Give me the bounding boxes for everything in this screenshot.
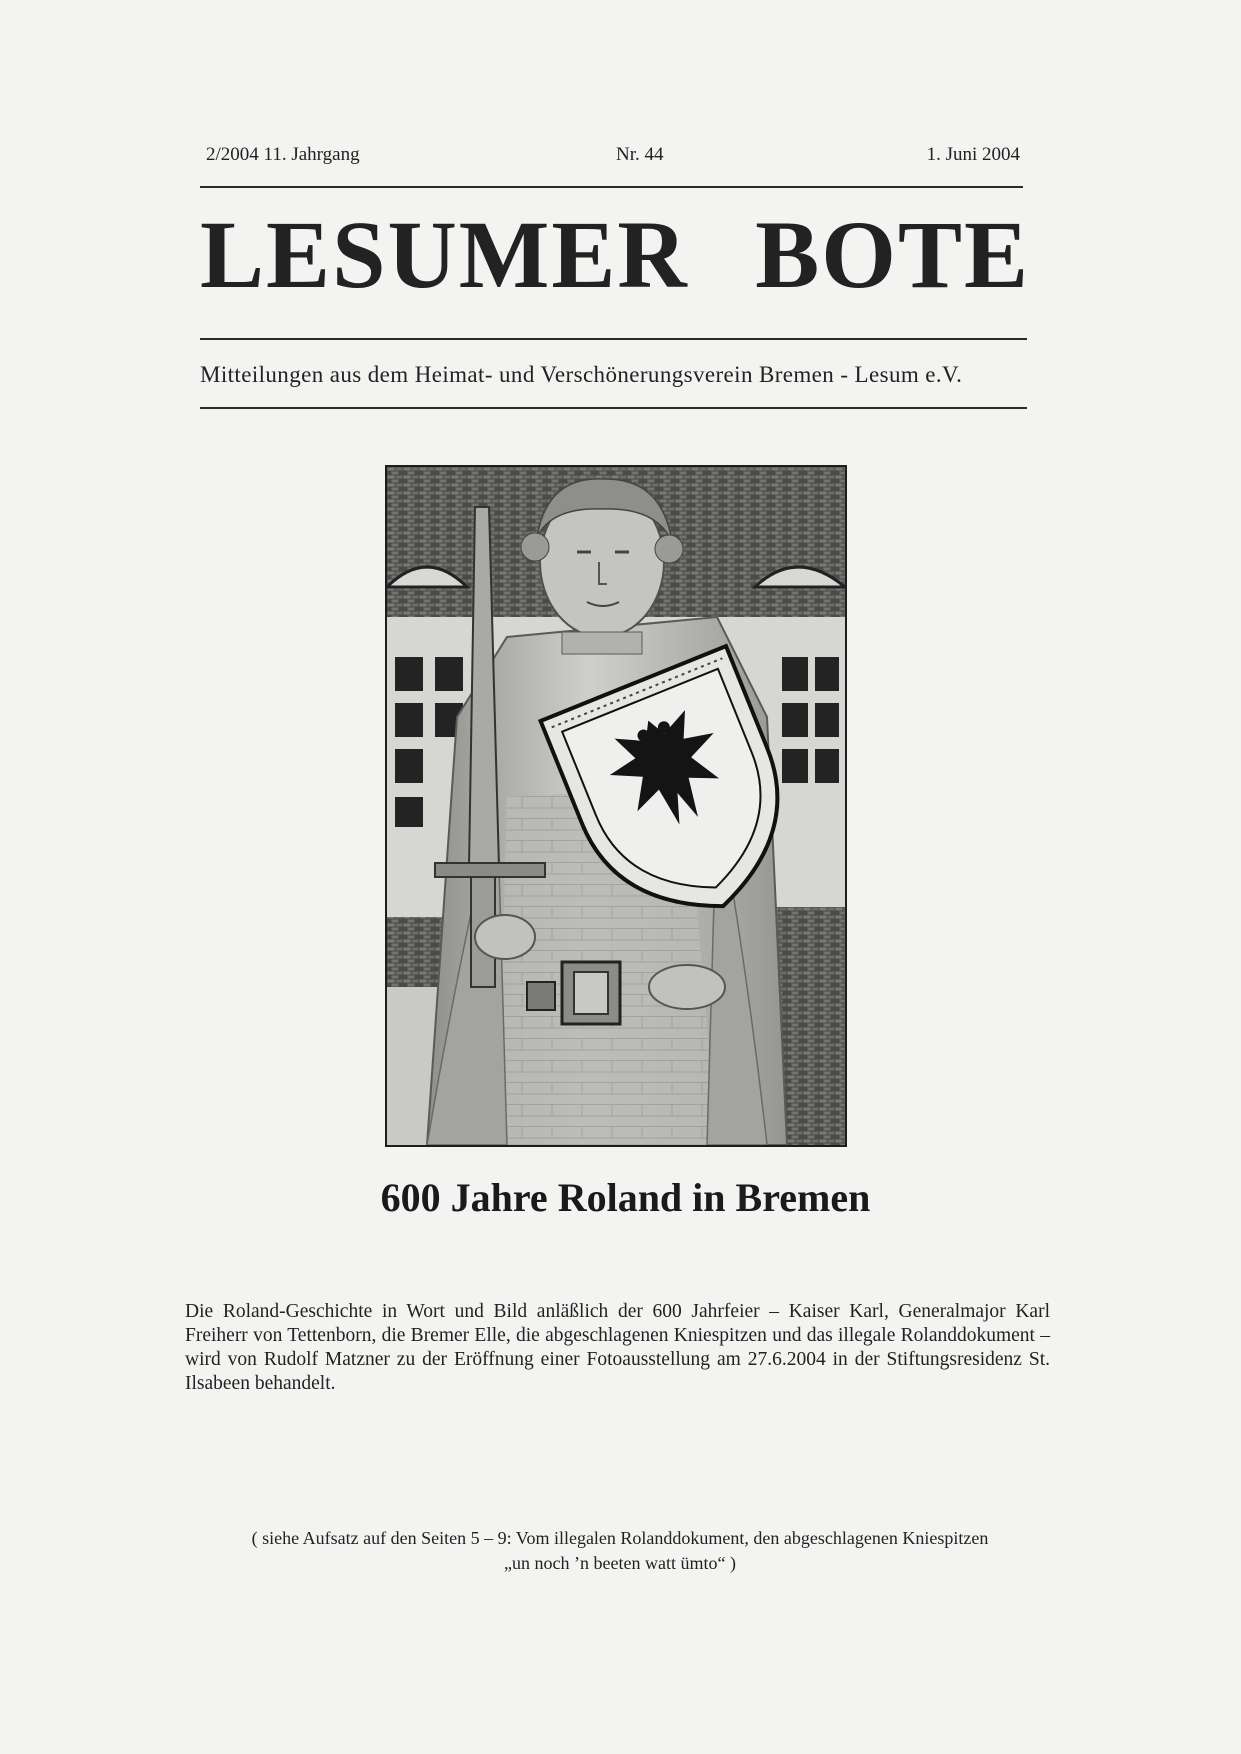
roland-statue-photo (385, 465, 847, 1147)
masthead-word-1: LESUMER (200, 201, 689, 308)
issue-number: Nr. 44 (616, 144, 664, 165)
issue-date: 1. Juni 2004 (926, 144, 1020, 165)
cover-headline: 600 Jahre Roland in Bremen (380, 1175, 871, 1220)
note-line-2: „un noch ’n beeten watt ümto“ ) (504, 1553, 736, 1573)
issue-volume: 2/2004 11. Jahrgang (206, 144, 360, 165)
masthead-word-2: BOTE (755, 201, 1030, 308)
issue-info-row (206, 144, 1020, 172)
note-line-1: ( siehe Aufsatz auf den Seiten 5 – 9: Vom illegalen Rolanddokument, den abgeschlagenen Kniespitzen (251, 1528, 989, 1548)
article-reference-note (150, 1526, 1090, 1576)
subtitle-bottom-rule (200, 407, 1027, 409)
association-subtitle: Mitteilungen aus dem Heimat- und Verschönerungsverein Bremen - Lesum e.V. (200, 362, 963, 387)
masthead-bottom-rule (200, 338, 1027, 340)
intro-paragraph: Die Roland-Geschichte in Wort und Bild anläßlich der 600 Jahrfeier – Kaiser Karl, Generalmajor Karl Freiherr von Tettenborn, die Bremer Elle, die abgeschlagenen Kniespitzen und das illegale Rolanddokument – wird von Rudolf Matzner zu der Eröffnung einer Fotoausstellung am 27.6.2004 in der Stiftungsresidenz St. Ilsabeen behandelt. (185, 1301, 1050, 1394)
top-rule (200, 186, 1023, 188)
masthead-title (200, 200, 1030, 310)
